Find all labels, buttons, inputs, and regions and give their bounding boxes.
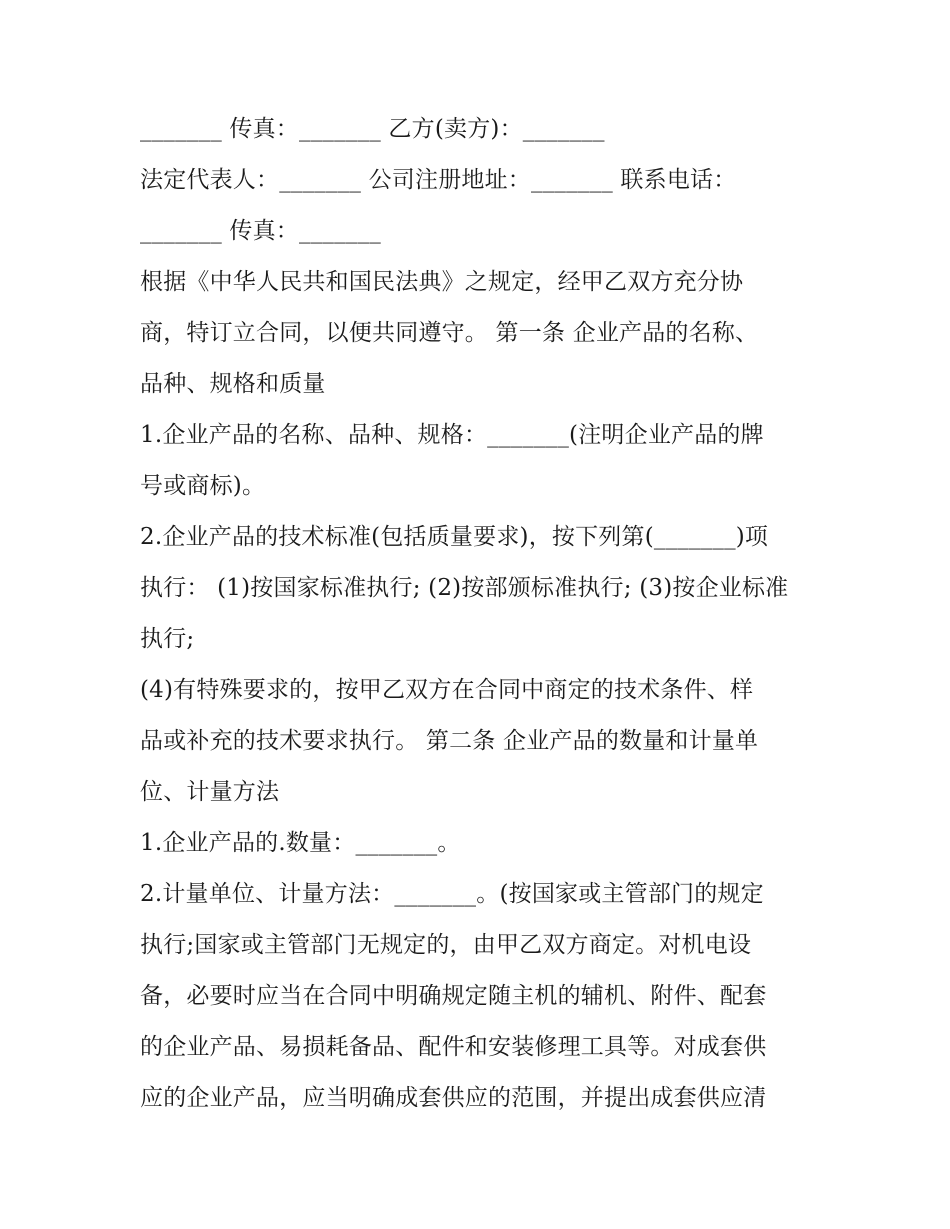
text-line: 位、计量方法 [140,779,280,805]
text-line: 执行; [140,626,195,652]
text-line: _______ 传真：_______ 乙方(卖方)：_______ [140,116,605,142]
text-line: 根据《中华人民共和国民法典》之规定，经甲乙双方充分协 [140,269,744,295]
text-line: 商，特订立合同，以便共同遵守。 第一条 企业产品的名称、 [140,320,759,346]
text-line: 2.计量单位、计量方法：_______。(按国家或主管部门的规定 [140,881,764,907]
text-line: 法定代表人：_______ 公司注册地址：_______ 联系电话： [140,167,737,193]
text-line: (4)有特殊要求的，按甲乙双方在合同中商定的技术条件、样 [140,677,754,703]
text-line: 执行： (1)按国家标准执行; (2)按部颁标准执行; (3)按企业标准 [140,575,789,601]
text-line: 号或商标)。 [140,473,266,499]
text-line: _______ 传真：_______ [140,218,381,244]
text-line: 备，必要时应当在合同中明确规定随主机的辅机、附件、配套 [140,983,767,1009]
text-line: 品或补充的技术要求执行。 第二条 企业产品的数量和计量单 [140,728,759,754]
document-body [140,104,820,1124]
text-line: 应的企业产品，应当明确成套供应的范围，并提出成套供应清 [140,1085,767,1111]
text-line: 品种、规格和质量 [140,371,326,397]
text-line: 执行;国家或主管部门无规定的，由甲乙双方商定。对机电设 [140,932,752,958]
text-line: 1.企业产品的名称、品种、规格：_______(注明企业产品的牌 [140,422,764,448]
text-line: 1.企业产品的.数量：_______。 [140,830,461,856]
text-line: 的企业产品、易损耗备品、配件和安装修理工具等。对成套供 [140,1034,767,1060]
text-line: 2.企业产品的技术标准(包括质量要求)，按下列第(_______)项 [140,524,769,550]
